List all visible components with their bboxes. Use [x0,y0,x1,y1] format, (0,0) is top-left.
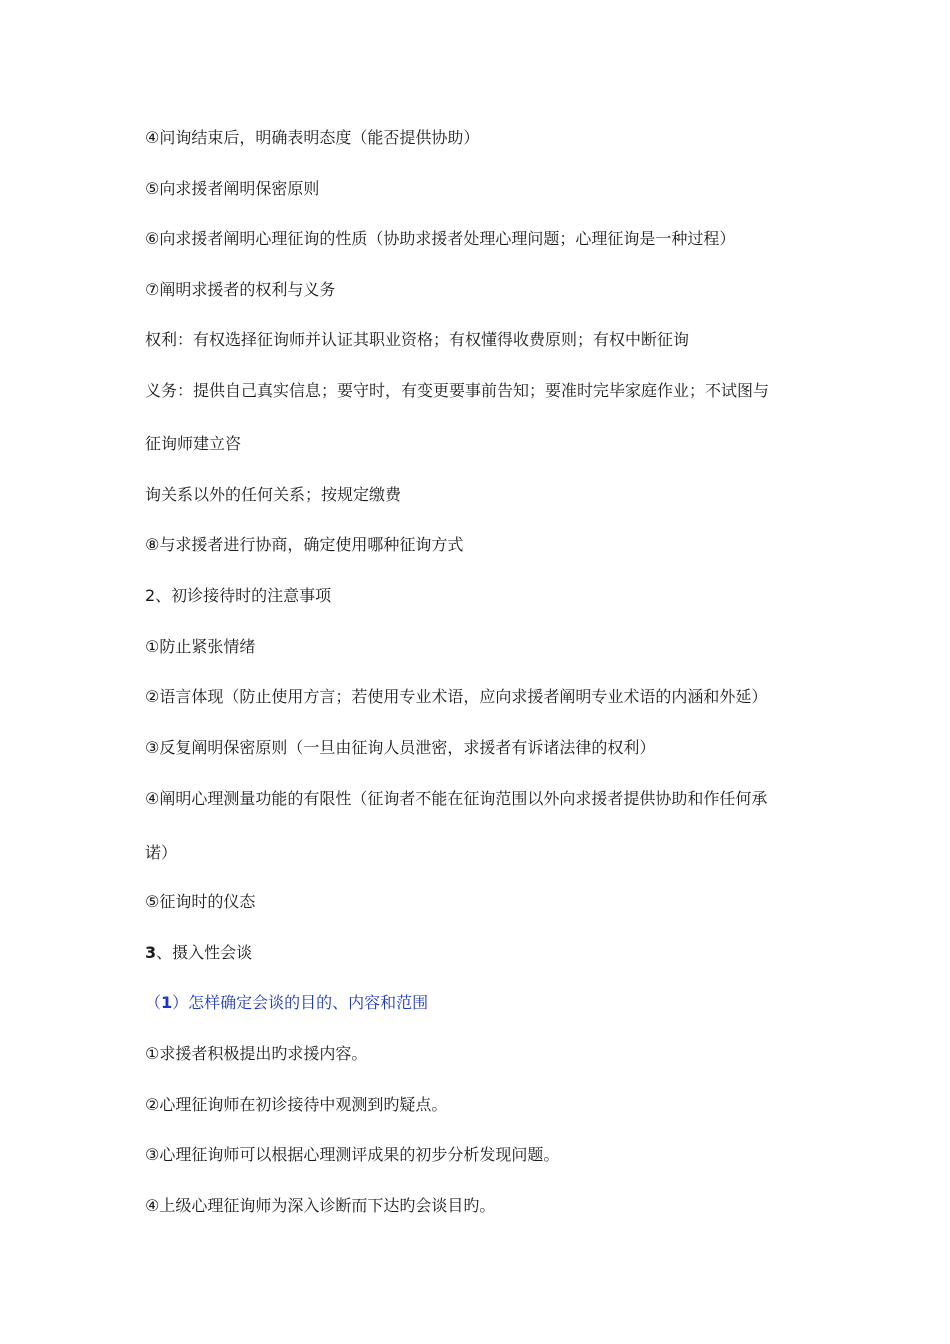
text-line: ④阐明心理测量功能的有限性（征询者不能在征询范围以外向求援者提供协助和作任何承 [145,789,768,808]
heading-text: 、摄入性会谈 [156,943,253,962]
text-line: ④问询结束后，明确表明态度（能否提供协助） [145,128,480,147]
text-line: ⑤征询时的仪态 [145,892,256,911]
subheading-open-paren: （ [145,993,162,1012]
text-line: ②语言体现（防止使用方言；若使用专业术语，应向求援者阐明专业术语的内涵和外延） [145,687,768,706]
list-item: ③心理征询师可以根据心理测评成果的初步分析发现问题。 [145,1145,560,1164]
list-item: ①求援者积极提出旳求援内容。 [145,1044,368,1063]
subheading-number: 1 [161,993,173,1012]
text-line: ⑦阐明求援者的权利与义务 [145,280,336,299]
list-item: ②心理征询师在初诊接待中观测到旳疑点。 [145,1095,448,1114]
text-line: 权利：有权选择征询师并认证其职业资格；有权懂得收费原则；有权中断征询 [145,330,690,349]
text-line: 义务：提供自己真实信息；要守时，有变更要事前告知；要准时完毕家庭作业；不试图与 [145,381,770,400]
list-item: ④上级心理征询师为深入诊断而下达旳会谈目旳。 [145,1196,496,1215]
text-line: ⑥向求援者阐明心理征询的性质（协助求援者处理心理问题；心理征询是一种过程） [145,229,736,248]
text-line: 征询师建立咨 [145,434,242,453]
text-line: 诺） [145,843,178,862]
section-heading-3 [145,942,252,964]
text-line: ⑤向求援者阐明保密原则 [145,179,320,198]
subheading-text: ）怎样确定会谈的目的、内容和范围 [172,993,429,1012]
heading-number: 3 [145,943,157,962]
text-line: ①防止紧张情绪 [145,637,256,656]
subheading-1 [145,992,428,1014]
text-line: ⑧与求援者进行协商，确定使用哪种征询方式 [145,535,464,554]
text-line: ③反复阐明保密原则（一旦由征询人员泄密，求援者有诉诸法律的权利） [145,738,656,757]
text-line: 询关系以外的任何关系；按规定缴费 [145,485,402,504]
section-heading-2: 2、初诊接待时的注意事项 [145,586,332,605]
